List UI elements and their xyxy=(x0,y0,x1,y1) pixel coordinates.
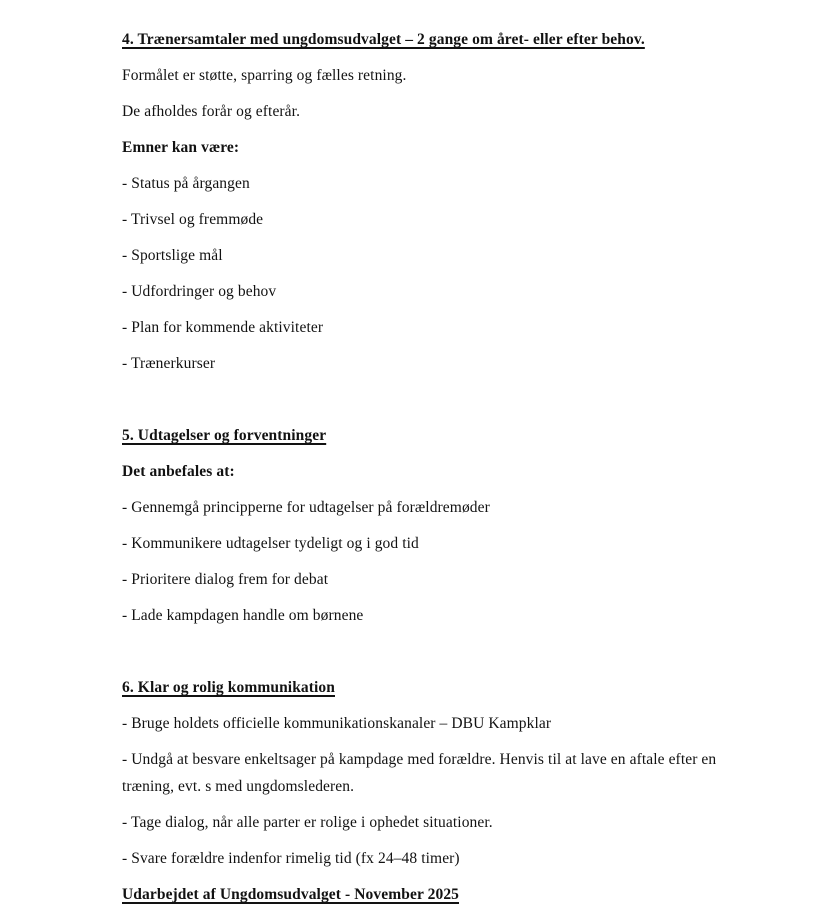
list-item: - Udfordringer og behov xyxy=(122,283,277,300)
section-spacer xyxy=(122,386,722,413)
list-item: - Gennemgå principperne for udtagelser på forældremøder xyxy=(122,499,490,516)
list-item: - Undgå at besvare enkeltsager på kampdage med forældre. Henvis til at lave en aftale efter en træning, evt. s med ungdomslederen. xyxy=(122,751,717,795)
list-item: - Trivsel og fremmøde xyxy=(122,211,264,228)
list-item: - Status på årgangen xyxy=(122,175,250,192)
subheading-topics: Emner kan være: xyxy=(122,139,240,156)
list-item: - Plan for kommende aktiviteter xyxy=(122,319,324,336)
section-heading-5: 5. Udtagelser og forventninger xyxy=(122,427,327,444)
list-item: - Sportslige mål xyxy=(122,247,223,264)
list-item: - Lade kampdagen handle om børnene xyxy=(122,607,364,624)
list-item: - Kommunikere udtagelser tydeligt og i god tid xyxy=(122,535,419,552)
list-item: - Svare forældre indenfor rimelig tid (fx 24–48 timer) xyxy=(122,850,460,867)
list-item: - Trænerkurser xyxy=(122,355,216,372)
document-body xyxy=(122,26,722,908)
list-item: - Bruge holdets officielle kommunikationskanaler – DBU Kampklar xyxy=(122,715,552,732)
section-heading-6: 6. Klar og rolig kommunikation xyxy=(122,679,335,696)
paragraph-purpose: Formålet er støtte, sparring og fælles retning. xyxy=(122,67,407,84)
paragraph-schedule: De afholdes forår og efterår. xyxy=(122,103,301,120)
document-footer: Udarbejdet af Ungdomsudvalget - November 2025 xyxy=(122,886,460,903)
list-item: - Prioritere dialog frem for debat xyxy=(122,571,329,588)
subheading-recommended: Det anbefales at: xyxy=(122,463,235,480)
section-spacer xyxy=(122,638,722,665)
section-heading-4: 4. Trænersamtaler med ungdomsudvalget – 2 gange om året- eller efter behov. xyxy=(122,31,645,48)
list-item: - Tage dialog, når alle parter er rolige i ophedet situationer. xyxy=(122,814,493,831)
